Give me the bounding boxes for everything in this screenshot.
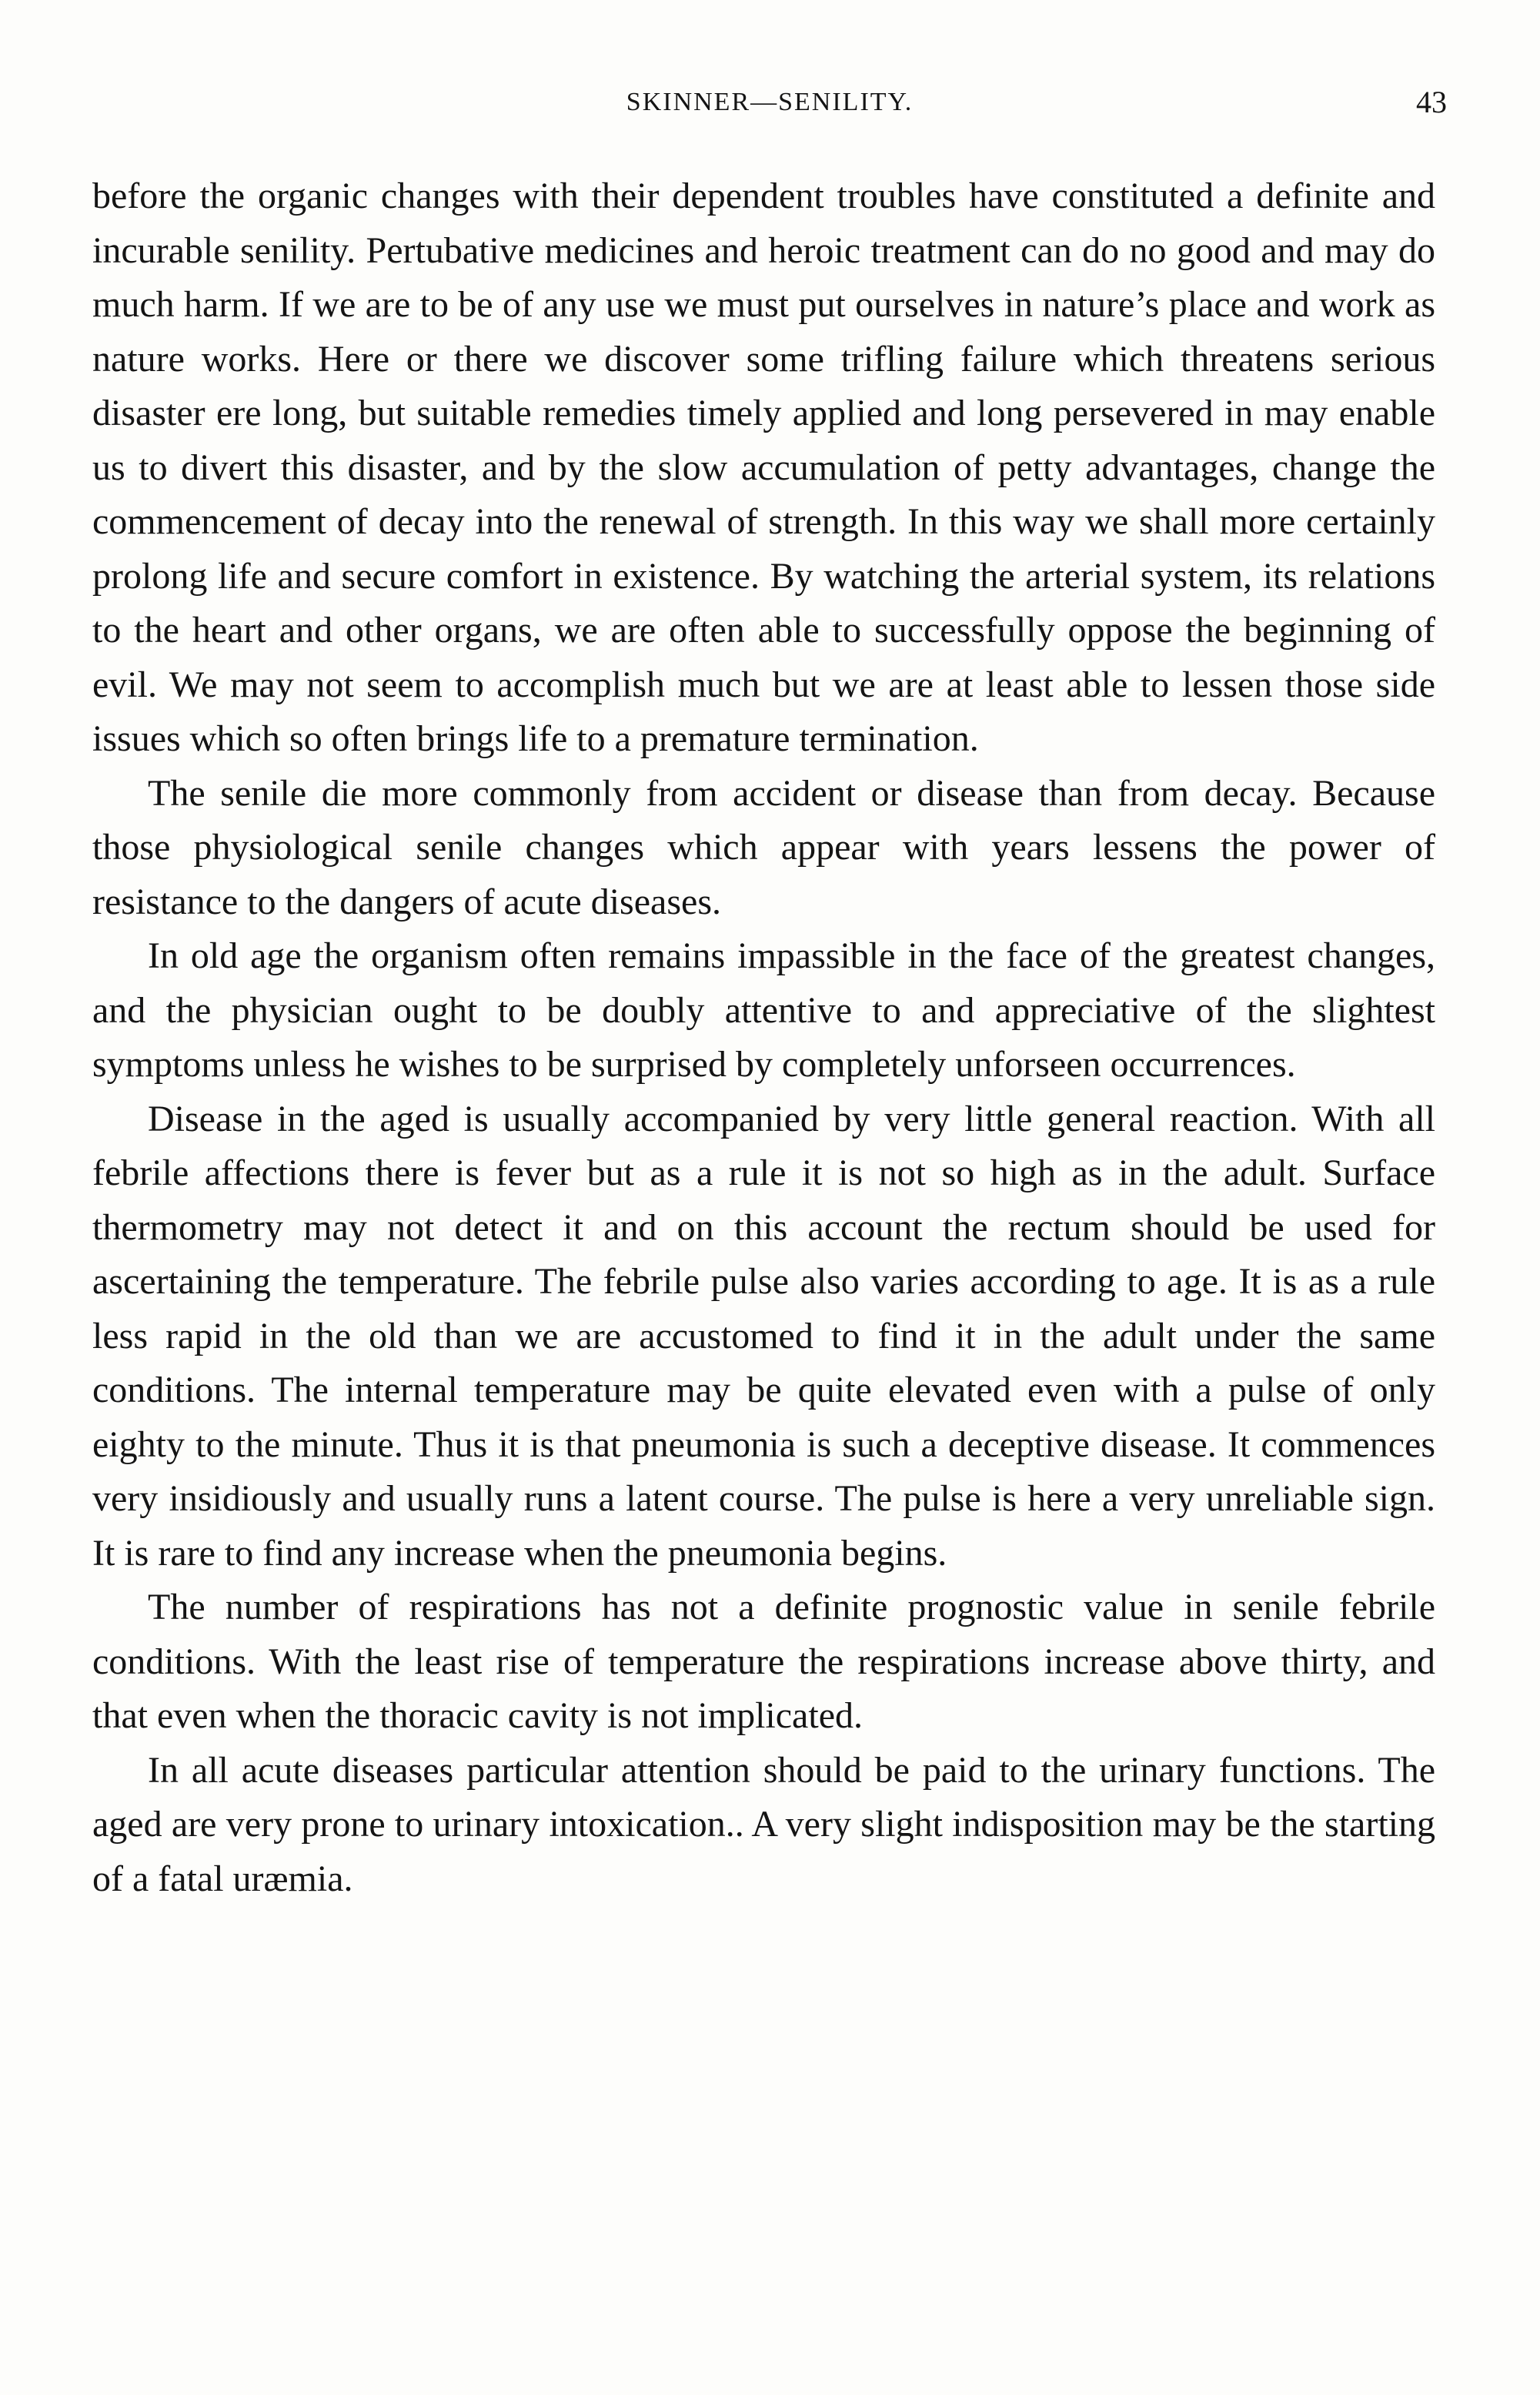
paragraph: The number of respirations has not a definite prognostic value in senile febrile conditions. With the least rise of temperature the respirations increase above thirty, and that even when the thoracic cavity is not implicated. xyxy=(92,1587,1435,1736)
paragraph: Disease in the aged is usually accompanied by very little general reaction. With all febrile affections there is fever but as a rule it is not so high as in the adult. Surface thermometry may not detect it and on this account the rectum should be used for ascertaining the temperature. The febrile pulse also varies according to age. It is as a rule less rapid in the old than we are accustomed to find it in the adult under the same conditions. The internal temperature may be quite elevated even with a pulse of only eighty to the minute. Thus it is that pneumonia is such a deceptive disease. It commences very insidiously and usually runs a latent course. The pulse is here a very unreliable sign. It is rare to find any increase when the pneumonia begins. xyxy=(92,1098,1435,1574)
body-text xyxy=(92,169,1435,1906)
running-title: SKINNER—SENILITY. xyxy=(626,88,914,116)
page-number: 43 xyxy=(1416,85,1447,119)
running-head xyxy=(92,83,1447,122)
paragraph: In old age the organism often remains impassible in the face of the greatest changes, and the physician ought to be doubly attentive to and appreciative of the slightest symptoms unless he wishes to be surprised by completely unforseen occurrences. xyxy=(92,935,1435,1085)
paragraph: The senile die more commonly from accident or disease than from decay. Because those physiological senile changes which appear with years lessens the power of resistance to the dangers of acute diseases. xyxy=(92,772,1435,922)
paragraph: In all acute diseases particular attention should be paid to the urinary functions. The aged are very prone to urinary intoxication.. A very slight indisposition may be the starting of a fatal uræmia. xyxy=(92,1749,1435,1899)
paragraph-continuation: before the organic changes with their dependent troubles have constituted a definite and incurable senility. Pertubative medicines and heroic treatment can do no good and may do much harm. If we are to be of any use we must put ourselves in nature’s place and work as nature works. Here or there we discover some trifling failure which threatens serious disaster ere long, but suitable remedies timely applied and long persevered in may enable us to divert this disaster, and by the slow accumulation of petty advantages, change the commencement of decay into the renewal of strength. In this way we shall more certainly prolong life and secure comfort in existence. By watching the arterial system, its relations to the heart and other organs, we are often able to successfully oppose the beginning of evil. We may not seem to accomplish much but we are at least able to lessen those side issues which so often brings life to a premature termination. xyxy=(92,176,1435,759)
